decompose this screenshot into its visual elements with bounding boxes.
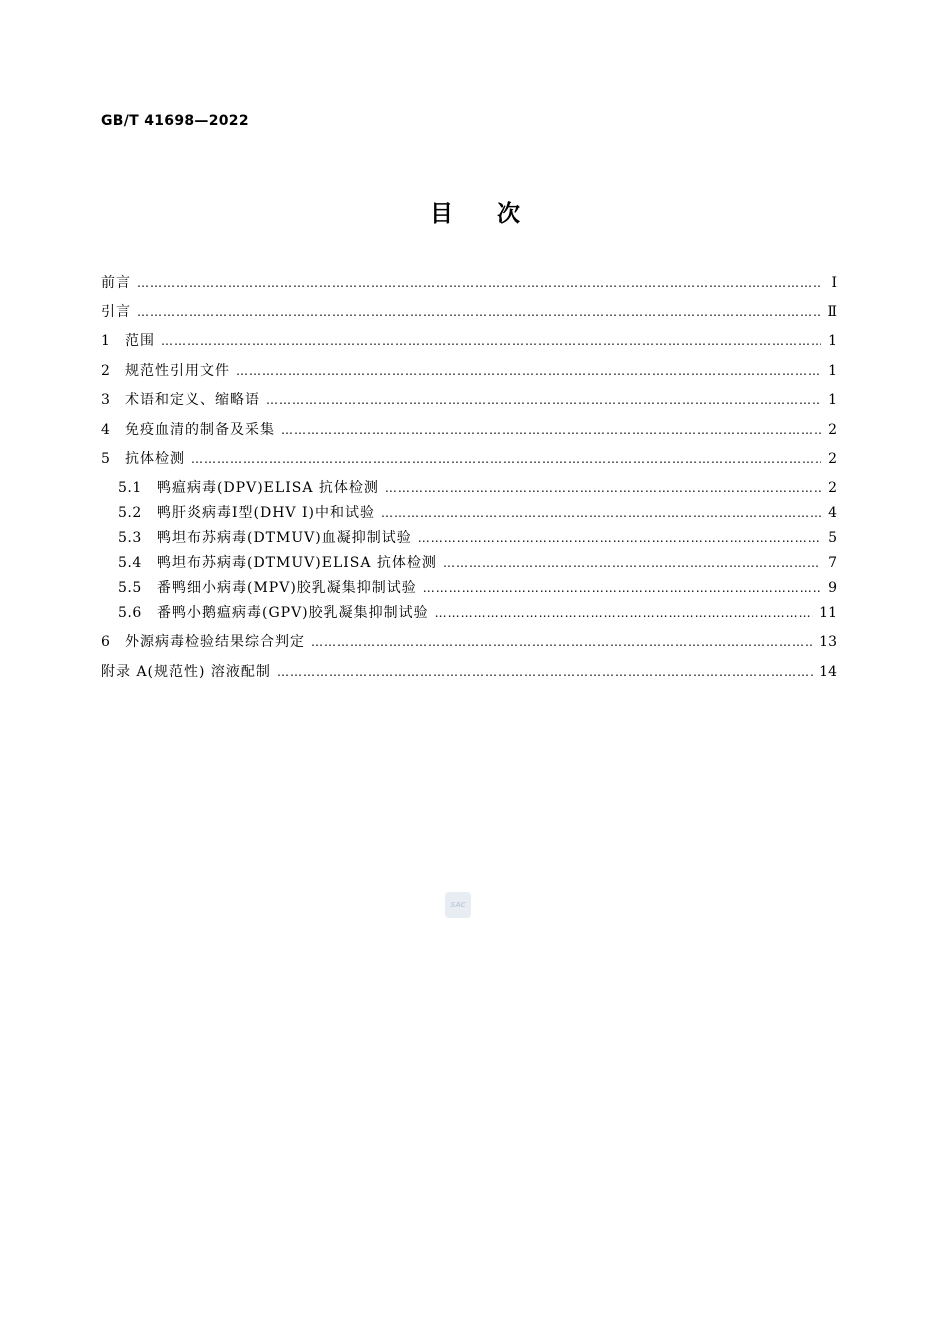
toc-entry-5-2[interactable] [118, 502, 837, 524]
toc-leader-dots [385, 477, 821, 499]
toc-entry-number: 5.6 [118, 605, 142, 621]
toc-entry-number: 5.4 [118, 555, 142, 571]
toc-leader-dots [236, 360, 821, 382]
toc-leader-dots [266, 389, 821, 411]
toc-entry-page: 2 [828, 422, 837, 438]
toc-entry-number: 5.2 [118, 505, 142, 521]
toc-leader-dots [137, 272, 821, 294]
toc-entry-label: 范围 [125, 333, 155, 349]
toc-entry-introduction[interactable] [101, 301, 837, 323]
sac-watermark-logo: SAC [445, 892, 471, 918]
toc-entry-label: 前言 [101, 275, 131, 291]
toc-entry-number: 2 [101, 363, 111, 379]
toc-title: 目次 [430, 201, 564, 227]
toc-leader-dots [381, 502, 821, 524]
document-code: GB/T 41698—2022 [101, 113, 249, 129]
toc-entry-page: 11 [819, 605, 837, 621]
toc-entry-number: 5 [101, 451, 111, 467]
toc-entry-label: 鸭肝炎病毒Ⅰ型(DHV Ⅰ)中和试验 [157, 505, 375, 521]
toc-entry-label: 鸭坦布苏病毒(DTMUV)血凝抑制试验 [157, 530, 412, 546]
toc-entry-label: 免疫血清的制备及采集 [125, 422, 275, 438]
toc-entry-page: 7 [828, 555, 837, 571]
toc-leader-dots [161, 330, 821, 352]
toc-entry-4[interactable] [101, 419, 837, 441]
toc-entry-5-5[interactable] [118, 577, 837, 599]
toc-entry-label: 番鸭细小病毒(MPV)胶乳凝集抑制试验 [157, 580, 417, 596]
toc-entry-label: 番鸭小鹅瘟病毒(GPV)胶乳凝集抑制试验 [157, 605, 429, 621]
toc-entry-page: 2 [828, 480, 837, 496]
toc-leader-dots [423, 577, 821, 599]
toc-entry-5-4[interactable] [118, 552, 837, 574]
toc-entry-page: 4 [828, 505, 837, 521]
toc-entry-label: 附录 A(规范性) 溶液配制 [101, 664, 271, 680]
toc-entry-page: 1 [828, 392, 837, 408]
toc-entry-label: 鸭坦布苏病毒(DTMUV)ELISA 抗体检测 [157, 555, 437, 571]
toc-entry-foreword[interactable] [101, 272, 837, 294]
toc-leader-dots [137, 301, 821, 323]
toc-leader-dots [281, 419, 821, 441]
toc-entry-page: Ⅰ [831, 275, 837, 291]
toc-entry-5[interactable] [101, 448, 837, 470]
toc-leader-dots [277, 661, 813, 683]
toc-entry-number: 5.5 [118, 580, 142, 596]
toc-entry-5-3[interactable] [118, 527, 837, 549]
toc-entry-number: 5.3 [118, 530, 142, 546]
toc-entry-page: Ⅱ [827, 304, 837, 320]
toc-entry-number: 5.1 [118, 480, 142, 496]
toc-entry-page: 1 [828, 333, 837, 349]
toc-entry-annex-a[interactable] [101, 661, 837, 683]
toc-entry-number: 4 [101, 422, 111, 438]
toc-entry-number: 3 [101, 392, 111, 408]
toc-entry-page: 14 [819, 664, 837, 680]
toc-entry-page: 2 [828, 451, 837, 467]
toc-entry-label: 引言 [101, 304, 131, 320]
toc-entry-label: 鸭瘟病毒(DPV)ELISA 抗体检测 [157, 480, 379, 496]
toc-entry-page: 5 [828, 530, 837, 546]
toc-entry-label: 外源病毒检验结果综合判定 [125, 634, 305, 650]
toc-entry-3[interactable] [101, 389, 837, 411]
toc-leader-dots [443, 552, 821, 574]
toc-leader-dots [191, 448, 821, 470]
toc-entry-number: 6 [101, 634, 111, 650]
toc-entry-page: 9 [828, 580, 837, 596]
toc-entry-label: 抗体检测 [125, 451, 185, 467]
toc-leader-dots [435, 602, 814, 624]
toc-entry-label: 规范性引用文件 [125, 363, 230, 379]
toc-entry-label: 术语和定义、缩略语 [125, 392, 260, 408]
toc-entry-page: 13 [819, 634, 837, 650]
toc-entry-5-1[interactable] [118, 477, 837, 499]
toc-entry-1[interactable] [101, 330, 837, 352]
toc-leader-dots [311, 631, 813, 653]
toc-entry-2[interactable] [101, 360, 837, 382]
toc-entry-page: 1 [828, 363, 837, 379]
toc-entry-6[interactable] [101, 631, 837, 653]
toc-entry-5-6[interactable] [118, 602, 837, 624]
toc-leader-dots [418, 527, 821, 549]
toc-entry-number: 1 [101, 333, 111, 349]
